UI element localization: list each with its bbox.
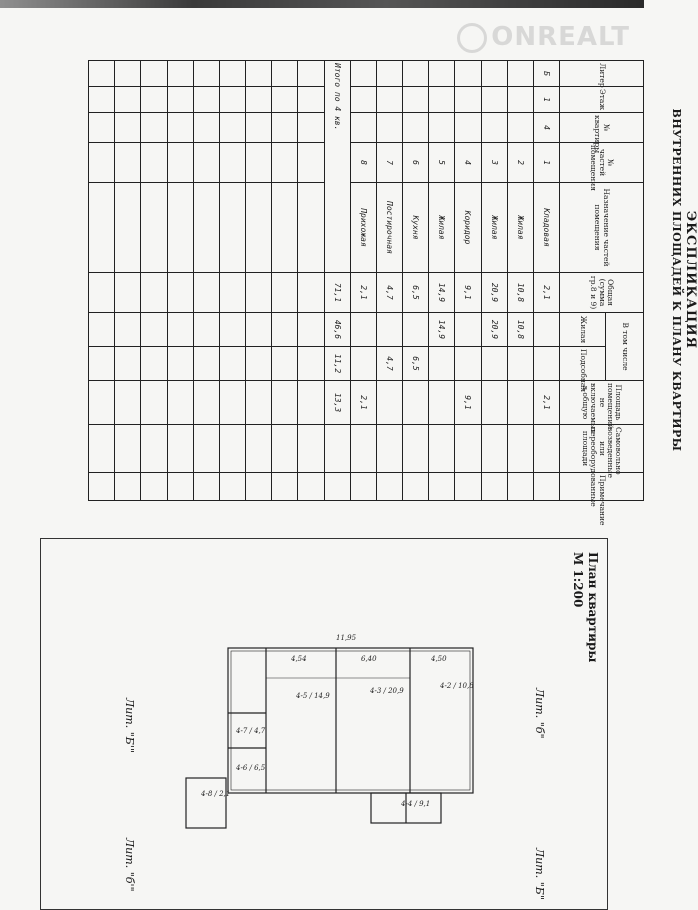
empty-cell (272, 425, 298, 473)
empty-cell (298, 61, 324, 87)
empty-cell (246, 347, 272, 381)
empty-cell (272, 473, 298, 501)
cell-aux (455, 347, 481, 381)
cell-note (481, 473, 507, 501)
cell-liter (455, 61, 481, 87)
cell-total: 14,9 (429, 273, 455, 313)
cell-aux: 6,5 (403, 347, 429, 381)
cell-excluded (507, 381, 533, 425)
empty-cell (193, 143, 219, 183)
empty-row (246, 61, 272, 501)
empty-cell (167, 273, 193, 313)
cell-excluded: 2,1 (533, 381, 559, 425)
room-label-4-7: 4-7 / 4,7 (236, 727, 266, 735)
room-label-4-2: 4-2 / 10,8 (440, 682, 474, 690)
plan-scale: М 1:200 (571, 552, 585, 608)
cell-aux (481, 347, 507, 381)
table-row (455, 61, 481, 501)
cell-living (455, 313, 481, 347)
empty-cell (219, 61, 245, 87)
header-purpose: Назначение частей помещения (560, 183, 644, 273)
cell-apt (507, 113, 533, 143)
cell-living: 20,9 (481, 313, 507, 347)
cell-total: 4,7 (376, 273, 402, 313)
empty-cell (272, 143, 298, 183)
cell-aux (429, 347, 455, 381)
cell-living: 14,9 (429, 313, 455, 347)
cell-purpose: Кладовая (533, 183, 559, 273)
empty-cell (272, 113, 298, 143)
empty-cell (115, 473, 141, 501)
header-aux: Подсобная (560, 347, 606, 381)
cell-floor (455, 87, 481, 113)
lit-b3-label: Лит. "б'" (123, 838, 136, 892)
cell-living (403, 313, 429, 347)
total-aux: 11,2 (324, 347, 350, 381)
empty-cell (115, 273, 141, 313)
empty-cell (193, 381, 219, 425)
cell-note (403, 473, 429, 501)
plan-title: План квартиры (586, 552, 600, 663)
empty-row (193, 61, 219, 501)
empty-cell (298, 473, 324, 501)
total-excluded: 13,3 (324, 381, 350, 425)
empty-cell (141, 143, 167, 183)
cell-part: 7 (376, 143, 402, 183)
floor-plan-sheet (40, 538, 606, 908)
explication-sheet (88, 60, 698, 526)
cell-apt: 4 (533, 113, 559, 143)
cell-purpose: Коридор (455, 183, 481, 273)
empty-row (141, 61, 167, 501)
empty-cell (167, 143, 193, 183)
empty-cell (219, 143, 245, 183)
empty-cell (246, 273, 272, 313)
cell-floor (403, 87, 429, 113)
cell-aux (350, 347, 376, 381)
empty-cell (298, 425, 324, 473)
cell-purpose: Жилая (481, 183, 507, 273)
empty-cell (219, 381, 245, 425)
explication-title: ЭКСПЛИКАЦИЯ (683, 210, 698, 350)
cell-liter (403, 61, 429, 87)
empty-cell (193, 87, 219, 113)
cell-purpose: Прихожая (350, 183, 376, 273)
cell-excluded (403, 381, 429, 425)
cell-total: 20,9 (481, 273, 507, 313)
cell-note (429, 473, 455, 501)
cell-excluded (376, 381, 402, 425)
empty-cell (246, 87, 272, 113)
empty-cell (141, 473, 167, 501)
empty-cell (246, 183, 272, 273)
empty-row (89, 61, 115, 501)
cell-floor (350, 87, 376, 113)
empty-cell (272, 347, 298, 381)
cell-excluded (429, 381, 455, 425)
cell-living (350, 313, 376, 347)
cell-illegal (376, 425, 402, 473)
total-row (324, 61, 350, 501)
header-liter: Литер (560, 61, 644, 87)
empty-cell (141, 61, 167, 87)
cell-floor (507, 87, 533, 113)
total-label: Итого по 4 кв. (324, 61, 350, 273)
cell-total: 2,1 (350, 273, 376, 313)
cell-note (507, 473, 533, 501)
empty-cell (193, 347, 219, 381)
cell-illegal (533, 425, 559, 473)
empty-cell (89, 425, 115, 473)
empty-cell (115, 313, 141, 347)
header-total: Общая (сумма гр.8 и 9) (560, 273, 644, 313)
dim-total: 11,95 (336, 634, 357, 642)
empty-cell (219, 313, 245, 347)
cell-liter: Б (533, 61, 559, 87)
empty-cell (115, 425, 141, 473)
empty-cell (219, 113, 245, 143)
empty-cell (89, 87, 115, 113)
header-illegal: Самовольно возведенные или переоборудованные площади (560, 425, 644, 473)
empty-cell (141, 273, 167, 313)
cell-purpose: Жилая (429, 183, 455, 273)
cell-apt (403, 113, 429, 143)
empty-cell (141, 381, 167, 425)
cell-excluded (481, 381, 507, 425)
empty-cell (141, 183, 167, 273)
empty-cell (141, 313, 167, 347)
cell-liter (429, 61, 455, 87)
explication-title-block (670, 60, 698, 500)
header-excluded: Площадь помещений не включаемых в общую (560, 381, 644, 425)
cell-illegal (403, 425, 429, 473)
empty-cell (246, 425, 272, 473)
header-note: Примечание (560, 473, 644, 501)
empty-cell (272, 61, 298, 87)
header-floor: Этаж (560, 87, 644, 113)
table-row (403, 61, 429, 501)
cell-illegal (350, 425, 376, 473)
empty-row (219, 61, 245, 501)
cell-aux (507, 347, 533, 381)
cell-part: 2 (507, 143, 533, 183)
empty-cell (167, 381, 193, 425)
empty-cell (272, 381, 298, 425)
cell-aux (533, 347, 559, 381)
cell-illegal (507, 425, 533, 473)
empty-row (115, 61, 141, 501)
empty-cell (193, 113, 219, 143)
cell-living: 10,8 (507, 313, 533, 347)
watermark-logo-icon (457, 23, 487, 53)
empty-cell (89, 473, 115, 501)
empty-cell (115, 347, 141, 381)
empty-cell (167, 61, 193, 87)
empty-cell (89, 113, 115, 143)
cell-liter (507, 61, 533, 87)
cell-apt (376, 113, 402, 143)
empty-cell (193, 425, 219, 473)
cell-apt (429, 113, 455, 143)
cell-total: 2,1 (533, 273, 559, 313)
watermark-text: ONREALT (491, 22, 630, 52)
empty-cell (115, 143, 141, 183)
cell-purpose: Постирочная (376, 183, 402, 273)
empty-cell (298, 113, 324, 143)
empty-cell (141, 87, 167, 113)
cell-liter (376, 61, 402, 87)
cell-apt (350, 113, 376, 143)
cell-living (376, 313, 402, 347)
cell-total: 6,5 (403, 273, 429, 313)
cell-part: 1 (533, 143, 559, 183)
cell-illegal (455, 425, 481, 473)
table-row (481, 61, 507, 501)
cell-note (324, 473, 350, 501)
empty-cell (167, 425, 193, 473)
cell-floor (376, 87, 402, 113)
empty-cell (193, 61, 219, 87)
empty-cell (219, 87, 245, 113)
empty-cell (219, 347, 245, 381)
table-row (376, 61, 402, 501)
lit-b-label: Лит. "б" (533, 688, 546, 739)
empty-row (298, 61, 324, 501)
cell-excluded: 2,1 (350, 381, 376, 425)
table-row (533, 61, 559, 501)
empty-cell (89, 183, 115, 273)
empty-cell (193, 473, 219, 501)
cell-part: 4 (455, 143, 481, 183)
cell-part: 3 (481, 143, 507, 183)
empty-cell (219, 473, 245, 501)
explication-table (88, 60, 644, 526)
empty-cell (246, 381, 272, 425)
empty-cell (115, 113, 141, 143)
room-label-4-8: 4-8 / 2,1 (201, 790, 231, 798)
empty-cell (298, 347, 324, 381)
empty-row (167, 61, 193, 501)
cell-part: 5 (429, 143, 455, 183)
lit-b1-label: Лит. "Б" (533, 848, 546, 900)
empty-cell (272, 87, 298, 113)
room-label-4-3: 4-3 / 20,9 (370, 687, 404, 695)
cell-floor (481, 87, 507, 113)
empty-cell (246, 473, 272, 501)
cell-part: 6 (403, 143, 429, 183)
table-row (350, 61, 376, 501)
header-living: Жилая (560, 313, 606, 347)
dim-1: 4,50 (431, 655, 447, 663)
empty-cell (141, 347, 167, 381)
empty-cell (193, 183, 219, 273)
cell-part: 8 (350, 143, 376, 183)
empty-cell (167, 347, 193, 381)
total-living: 46,6 (324, 313, 350, 347)
room-label-4-4: 4-4 / 9,1 (401, 800, 431, 808)
cell-note (455, 473, 481, 501)
empty-cell (89, 347, 115, 381)
empty-cell (167, 473, 193, 501)
empty-cell (89, 381, 115, 425)
empty-cell (115, 183, 141, 273)
cell-note (350, 473, 376, 501)
cell-apt (481, 113, 507, 143)
empty-cell (219, 425, 245, 473)
empty-cell (167, 113, 193, 143)
cell-note (533, 473, 559, 501)
empty-cell (272, 313, 298, 347)
empty-cell (167, 183, 193, 273)
cell-aux: 4,7 (376, 347, 402, 381)
cell-floor: 1 (533, 87, 559, 113)
empty-cell (115, 381, 141, 425)
cell-liter (481, 61, 507, 87)
empty-cell (272, 183, 298, 273)
room-label-4-6: 4-6 / 6,5 (236, 764, 266, 772)
empty-row (272, 61, 298, 501)
header-apt: № квартиры (560, 113, 644, 143)
empty-cell (89, 273, 115, 313)
empty-cell (298, 313, 324, 347)
cell-purpose: Жилая (507, 183, 533, 273)
scan-edge (0, 0, 644, 8)
cell-note (376, 473, 402, 501)
explication-subtitle: ВНУТРЕННИХ ПЛОЩАДЕЙ К ПЛАНУ КВАРТИРЫ (670, 108, 683, 452)
empty-cell (298, 381, 324, 425)
empty-cell (298, 273, 324, 313)
table-row (429, 61, 455, 501)
cell-illegal (324, 425, 350, 473)
empty-cell (193, 313, 219, 347)
empty-cell (298, 183, 324, 273)
room-label-4-5: 4-5 / 14,9 (296, 692, 330, 700)
header-incl: В том числе (606, 313, 644, 381)
empty-cell (219, 273, 245, 313)
empty-cell (167, 87, 193, 113)
cell-apt (455, 113, 481, 143)
empty-cell (141, 113, 167, 143)
table-row (507, 61, 533, 501)
empty-cell (141, 425, 167, 473)
empty-cell (298, 143, 324, 183)
empty-cell (246, 113, 272, 143)
empty-cell (272, 273, 298, 313)
cell-illegal (481, 425, 507, 473)
cell-excluded: 9,1 (455, 381, 481, 425)
empty-cell (167, 313, 193, 347)
empty-cell (89, 143, 115, 183)
empty-cell (246, 61, 272, 87)
cell-total: 9,1 (455, 273, 481, 313)
watermark (457, 22, 630, 53)
dim-2: 6,40 (361, 655, 377, 663)
header-part: № частей помещения (560, 143, 644, 183)
cell-total: 10,8 (507, 273, 533, 313)
cell-liter (350, 61, 376, 87)
empty-cell (219, 183, 245, 273)
cell-floor (429, 87, 455, 113)
empty-cell (89, 61, 115, 87)
empty-cell (115, 61, 141, 87)
dim-3: 4,54 (291, 655, 307, 663)
cell-living (533, 313, 559, 347)
empty-cell (246, 143, 272, 183)
empty-cell (246, 313, 272, 347)
lit-b2-label: Лит. "Б'" (123, 698, 136, 753)
empty-cell (193, 273, 219, 313)
empty-cell (89, 313, 115, 347)
empty-cell (115, 87, 141, 113)
empty-cell (298, 87, 324, 113)
cell-purpose: Кухня (403, 183, 429, 273)
cell-illegal (429, 425, 455, 473)
total-total: 71,1 (324, 273, 350, 313)
